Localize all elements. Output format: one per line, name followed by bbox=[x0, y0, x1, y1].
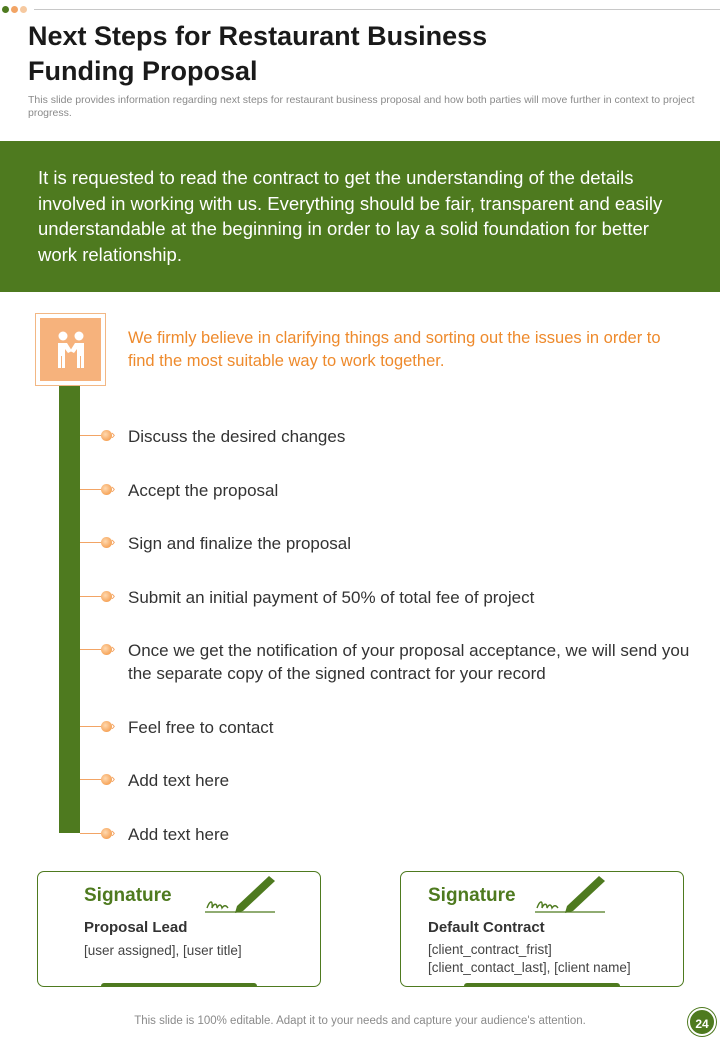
step-text: Add text here bbox=[128, 771, 230, 790]
dot-orange bbox=[11, 6, 18, 13]
pen-signature-icon bbox=[531, 872, 611, 916]
chevron-right-icon: › bbox=[111, 588, 116, 603]
chevron-right-icon: › bbox=[111, 825, 116, 840]
signature-title: Signature bbox=[84, 885, 172, 906]
signature-card-accent bbox=[101, 983, 257, 987]
step-text: Sign and finalize the proposal bbox=[128, 534, 352, 553]
chevron-right-icon: › bbox=[111, 641, 116, 656]
chevron-right-icon: › bbox=[111, 427, 116, 442]
signature-card-default-contract bbox=[400, 871, 684, 987]
step-text: Discuss the desired changes bbox=[128, 427, 346, 446]
page-subtitle: This slide provides information regarding next steps for restaurant business proposal and how both parties will move further in context to project progress. bbox=[28, 94, 695, 119]
footer-note: This slide is 100% editable. Adapt it to your needs and capture your audience's attention. bbox=[134, 1015, 586, 1027]
chevron-right-icon: › bbox=[111, 481, 116, 496]
step-text: Once we get the notification of your proposal acceptance, we will send you the separate copy of the signed contract for your record bbox=[128, 641, 690, 683]
step-text: Add text here bbox=[128, 825, 230, 844]
signature-card-proposal-lead bbox=[37, 871, 321, 987]
banner-text: It is requested to read the contract to get the understanding of the details involved in working with us. Everything should be fair, transparent and easily understandable at the beginning in order to lay a solid foundation for better work relationship. bbox=[38, 167, 663, 265]
page-number-badge: 24 bbox=[688, 1008, 716, 1036]
intro-text: We firmly believe in clarifying things and sorting out the issues in order to find the most suitable way to work together. bbox=[128, 329, 661, 370]
top-divider bbox=[34, 9, 720, 10]
intro-icon-box bbox=[35, 313, 106, 386]
chevron-right-icon: › bbox=[111, 771, 116, 786]
signature-card-accent bbox=[464, 983, 620, 987]
timeline-bar bbox=[59, 386, 80, 833]
pen-signature-icon bbox=[201, 872, 281, 916]
dot-peach bbox=[20, 6, 27, 13]
page-title: Next Steps for Restaurant Business Funding Proposal bbox=[28, 21, 488, 86]
signature-role: Default Contract bbox=[428, 919, 545, 936]
dot-green bbox=[2, 6, 9, 13]
signature-title: Signature bbox=[428, 885, 516, 906]
chevron-right-icon: › bbox=[111, 718, 116, 733]
chevron-right-icon: › bbox=[111, 534, 116, 549]
signature-line: [user assigned], [user title] bbox=[84, 943, 242, 958]
banner bbox=[0, 141, 720, 292]
signature-role: Proposal Lead bbox=[84, 919, 188, 936]
handshake-people-icon bbox=[40, 318, 101, 381]
step-text: Accept the proposal bbox=[128, 481, 279, 500]
step-text: Feel free to contact bbox=[128, 718, 274, 737]
decorative-dots bbox=[2, 6, 27, 13]
step-text: Submit an initial payment of 50% of total fee of project bbox=[128, 588, 535, 607]
signature-line: [client_contact_last], [client name] bbox=[428, 960, 631, 975]
signature-line: [client_contract_frist] bbox=[428, 942, 552, 957]
